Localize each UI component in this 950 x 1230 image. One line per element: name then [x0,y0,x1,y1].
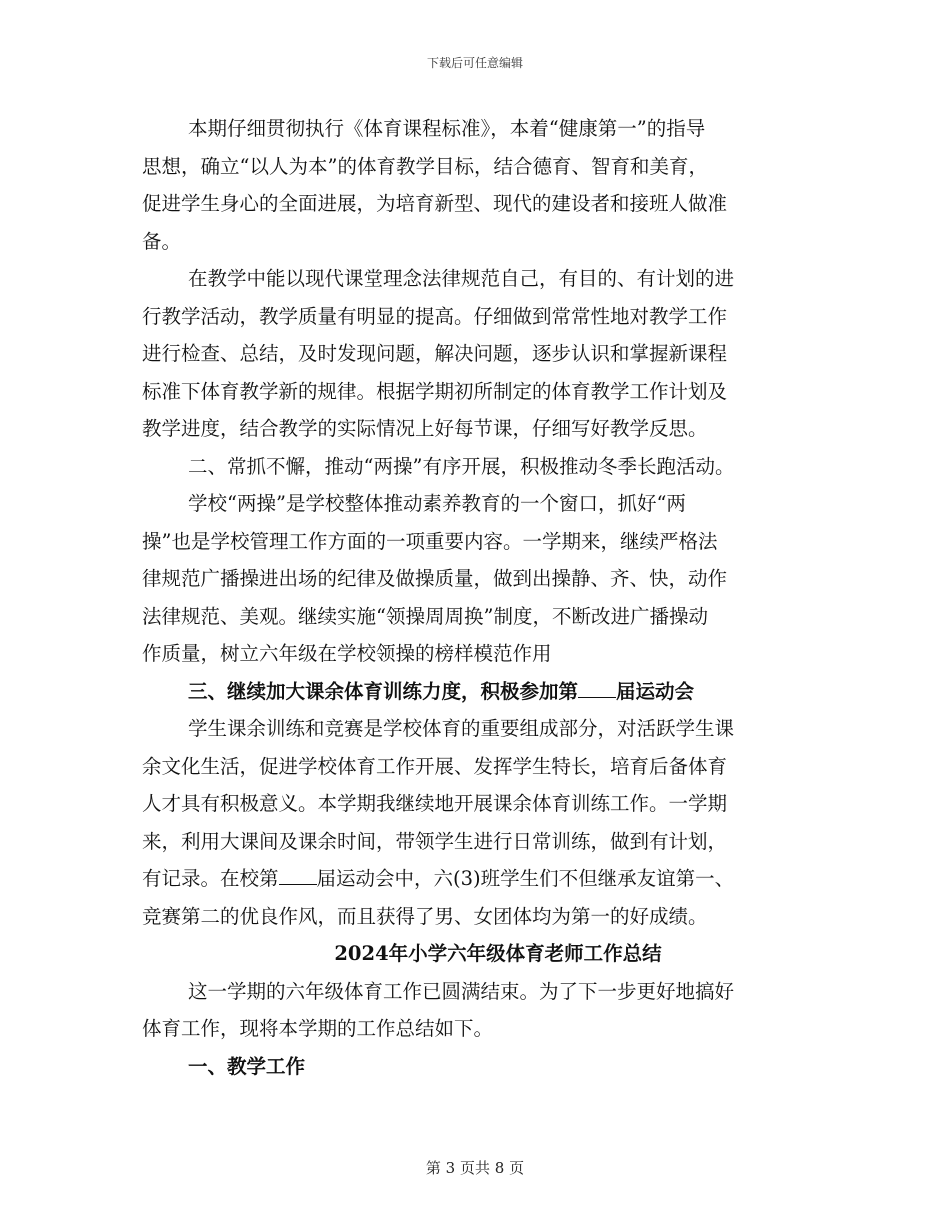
text-line: 在教学中能以现代课堂理念法律规范自己，有目的、有计划的进 [188,267,735,290]
text-line: 教学进度，结合教学的实际情况上好每节课，仔细写好教学反思。 [142,417,708,440]
text-line: 促进学生身心的全面进展，为培育新型、现代的建设者和接班人做准 [142,192,728,215]
page-footer: 第 3 页共 8 页 [425,1159,525,1177]
section-heading-1: 一、教学工作 [188,1054,306,1078]
text-line: 人才具有积极意义。本学期我继续地开展课余体育训练工作。一学期 [142,792,728,815]
text-line: 有记录。在校第 届运动会中，六(3)班学生们不但继承友谊第一、 [142,867,735,890]
text-line: 律规范广播操进出场的纪律及做操质量，做到出操静、齐、快，动作 [142,567,728,590]
document-title: 2024年小学六年级体育老师工作总结 [334,942,662,965]
text-line: 操”也是学校管理工作方面的一项重要内容。一学期来，继续严格法 [142,529,718,553]
section-heading-3: 三、继续加大课余体育训练力度，积极参加第 届运动会 [188,679,695,703]
text-line: 来，利用大课间及课余时间，带领学生进行日常训练，做到有计划， [142,829,728,853]
text-line: 思想，确立“以人为本”的体育教学目标，结合德育、智育和美育， [142,154,708,178]
text-line: 竞赛第二的优良作风，而且获得了男、女团体均为第一的好成绩。 [142,904,708,928]
section-heading-2: 二、常抓不懈，推动“两操”有序开展，积极推动冬季长跑活动。 [188,454,735,478]
text-line: 标准下体育教学新的规律。根据学期初所制定的体育教学工作计划及 [142,379,728,403]
text-line: 作质量，树立六年级在学校领操的榜样模范作用 [142,642,552,665]
text-line: 这一学期的六年级体育工作已圆满结束。为了下一步更好地搞好 [188,979,735,1003]
document-body [142,110,808,1085]
text-line: 学生课余训练和竞赛是学校体育的重要组成部分，对活跃学生课 [188,717,735,740]
page-header: 下载后可任意编辑 [426,56,523,70]
text-line: 体育工作，现将本学期的工作总结如下。 [142,1017,494,1040]
text-line: 本期仔细贯彻执行《体育课程标准》，本着“健康第一”的指导 [188,117,706,140]
fill-blank [279,866,317,885]
text-line: 法律规范、美观。继续实施“领操周周换”制度，不断改进广播操动 [142,604,708,628]
text-line: 余文化生活，促进学校体育工作开展、发挥学生特长，培育后备体育 [142,754,728,778]
text-line: 进行检查、总结，及时发现问题，解决问题，逐步认识和掌握新课程 [142,342,728,365]
fill-blank [578,679,616,698]
text-line: 行教学活动，教学质量有明显的提高。仔细做到常常性地对教学工作 [142,304,728,328]
text-line: 学校“两操”是学校整体推动素养教育的一个窗口，抓好“两 [188,492,686,515]
text-line: 备。 [142,229,182,253]
